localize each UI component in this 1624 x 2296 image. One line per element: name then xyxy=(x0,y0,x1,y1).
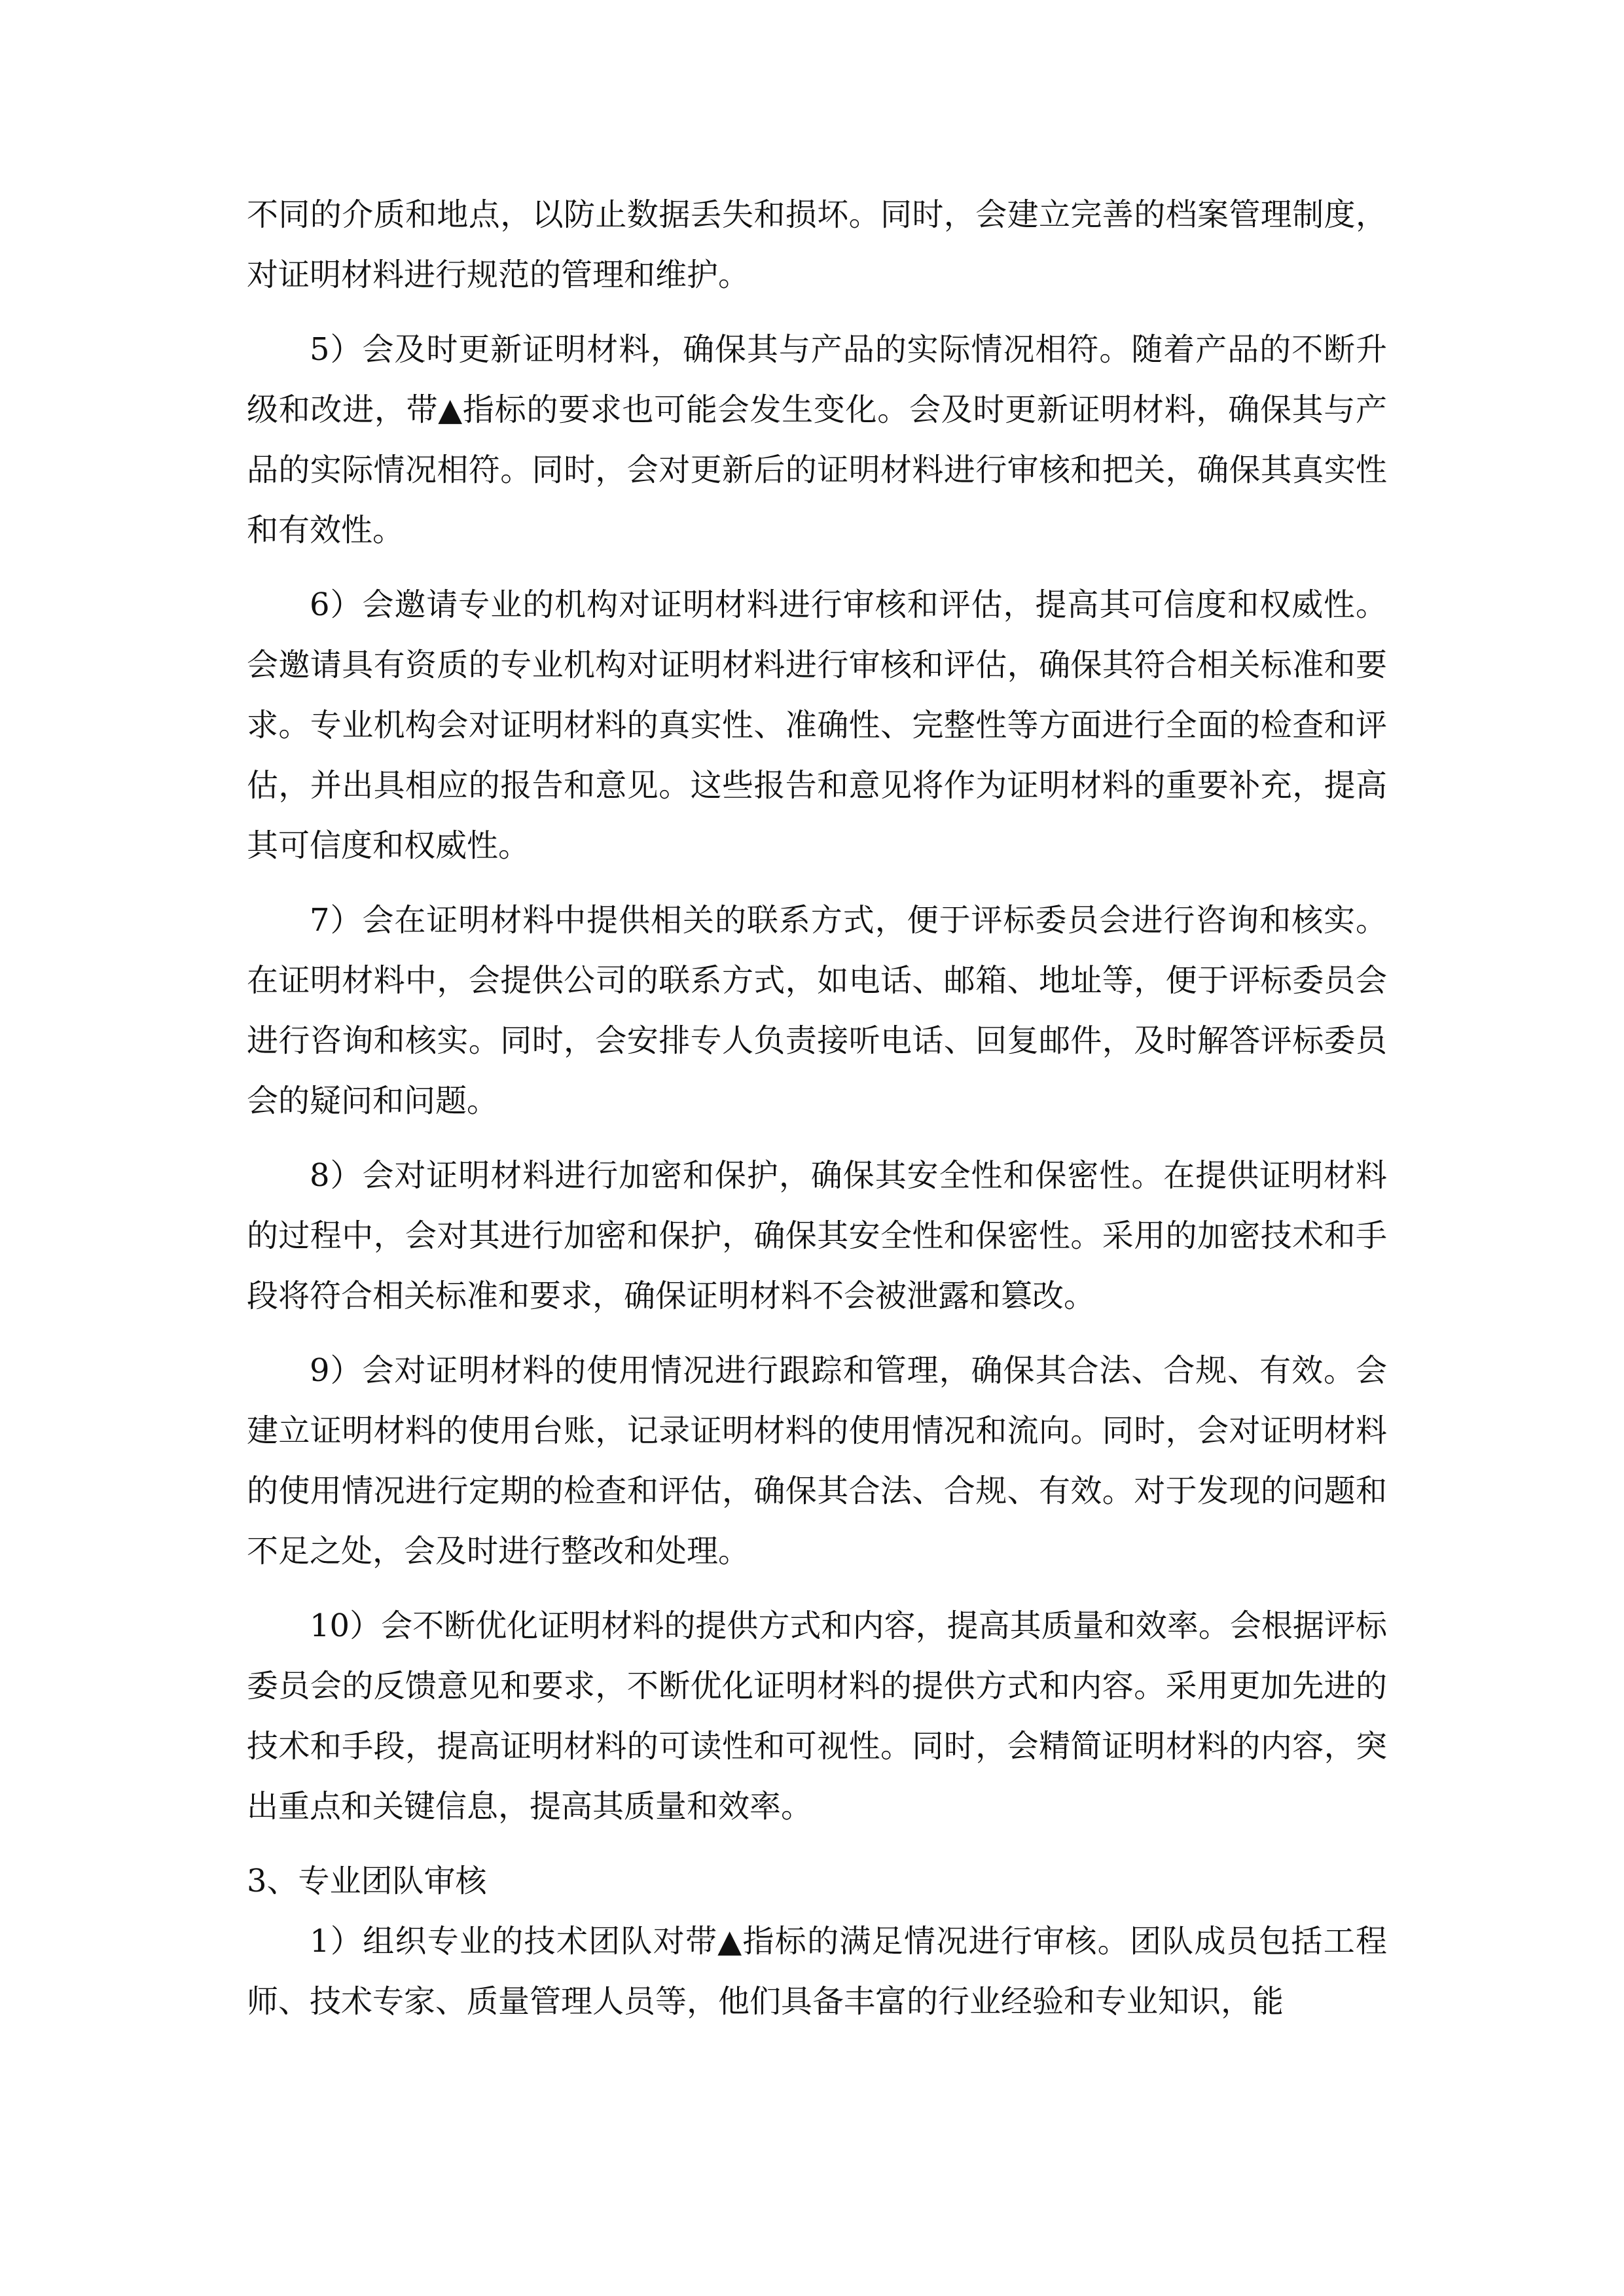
paragraph-item-10: 10）会不断优化证明材料的提供方式和内容，提高其质量和效率。会根据评标委员会的反馈意见和要求，不断优化证明材料的提供方式和内容。采用更加先进的技术和手段，提高证明材料的可读性和可视性。同时，会精简证明材料的内容，突出重点和关键信息，提高其质量和效率。 xyxy=(247,1607,1387,1825)
section-heading: 3、专业团队审核 xyxy=(247,1863,487,1899)
paragraph-item-8: 8）会对证明材料进行加密和保护，确保其安全性和保密性。在提供证明材料的过程中，会对其进行加密和保护，确保其安全性和保密性。采用的加密技术和手段将符合相关标准和要求，确保证明材料不会被泄露和篡改。 xyxy=(247,1157,1387,1314)
paragraph-item-6: 6）会邀请专业的机构对证明材料进行审核和评估，提高其可信度和权威性。会邀请具有资质的专业机构对证明材料进行审核和评估，确保其符合相关标准和要求。专业机构会对证明材料的真实性、准确性、完整性等方面进行全面的检查和评估，并出具相应的报告和意见。这些报告和意见将作为证明材料的重要补充，提高其可信度和权威性。 xyxy=(247,586,1387,864)
paragraph-item-7: 7）会在证明材料中提供相关的联系方式，便于评标委员会进行咨询和核实。在证明材料中，会提供公司的联系方式，如电话、邮箱、地址等，便于评标委员会进行咨询和核实。同时，会安排专人负责接听电话、回复邮件，及时解答评标委员会的疑问和问题。 xyxy=(247,902,1387,1119)
paragraph-item-5: 5）会及时更新证明材料，确保其与产品的实际情况相符。随着产品的不断升级和改进，带▲指标的要求也可能会发生变化。会及时更新证明材料，确保其与产品的实际情况相符。同时，会对更新后的证明材料进行审核和把关，确保其真实性和有效性。 xyxy=(247,331,1387,548)
paragraph-continuation: 不同的介质和地点，以防止数据丢失和损坏。同时，会建立完善的档案管理制度，对证明材料进行规范的管理和维护。 xyxy=(247,196,1387,293)
document-body xyxy=(247,185,1387,2046)
paragraph-item-9: 9）会对证明材料的使用情况进行跟踪和管理，确保其合法、合规、有效。会建立证明材料的使用台账，记录证明材料的使用情况和流向。同时，会对证明材料的使用情况进行定期的检查和评估，确保其合法、合规、有效。对于发现的问题和不足之处，会及时进行整改和处理。 xyxy=(247,1352,1387,1570)
paragraph-section-3-item-1: 1）组织专业的技术团队对带▲指标的满足情况进行审核。团队成员包括工程师、技术专家、质量管理人员等，他们具备丰富的行业经验和专业知识，能 xyxy=(247,1923,1387,2020)
